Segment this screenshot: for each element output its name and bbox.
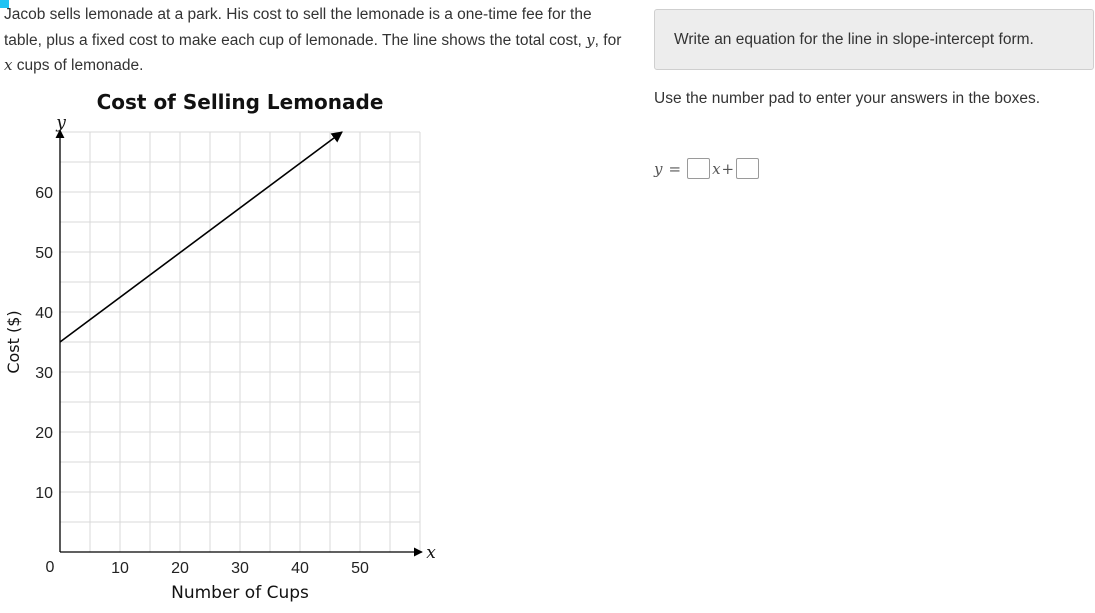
equation-equals: =	[668, 159, 682, 178]
chart-tick-labels	[35, 185, 369, 577]
x-tick-label: 40	[291, 560, 309, 577]
x-tick-label: 10	[111, 560, 129, 577]
problem-text-1: Jacob sells lemonade at a park. His cost to sell the lemonade is a one-time fee for the table, plus a fixed cost to make each cup of lemonade. The line shows the total cost,	[4, 6, 592, 49]
y-tick-label: 50	[35, 245, 53, 262]
x-tick-label: 30	[231, 560, 249, 577]
problem-text-3: cups of lemonade.	[12, 57, 144, 74]
equation-lhs: y	[654, 159, 663, 178]
y-tick-label: 10	[35, 485, 53, 502]
y-tick-label: 20	[35, 425, 53, 442]
question-prompt	[654, 9, 1094, 70]
y-axis-letter: y	[56, 113, 66, 133]
slope-answer-box[interactable]	[687, 158, 710, 179]
instructions-text: Use the number pad to enter your answers in the boxes.	[654, 90, 1040, 107]
x-tick-label: 50	[351, 560, 369, 577]
equation-plus: +	[721, 159, 735, 178]
intercept-answer-box[interactable]	[736, 158, 759, 179]
origin-label: 0	[45, 559, 55, 576]
chart-axes	[60, 130, 422, 552]
y-axis-title: Cost ($)	[4, 310, 23, 374]
chart-grid	[60, 132, 420, 552]
x-axis-title: Number of Cups	[171, 583, 309, 603]
problem-text-2: , for	[594, 31, 622, 49]
y-tick-label: 60	[35, 185, 53, 202]
equation-var: x	[712, 159, 721, 178]
x-axis-letter: x	[426, 543, 436, 563]
y-tick-label: 40	[35, 305, 53, 322]
y-tick-label: 30	[35, 365, 53, 382]
problem-var-x: x	[4, 56, 13, 74]
problem-var-y: y	[586, 30, 595, 49]
x-tick-label: 20	[171, 560, 189, 577]
equation-entry	[654, 156, 759, 181]
chart-title: Cost of Selling Lemonade	[96, 90, 384, 114]
question-prompt-text: Write an equation for the line in slope-intercept form.	[674, 30, 1034, 48]
